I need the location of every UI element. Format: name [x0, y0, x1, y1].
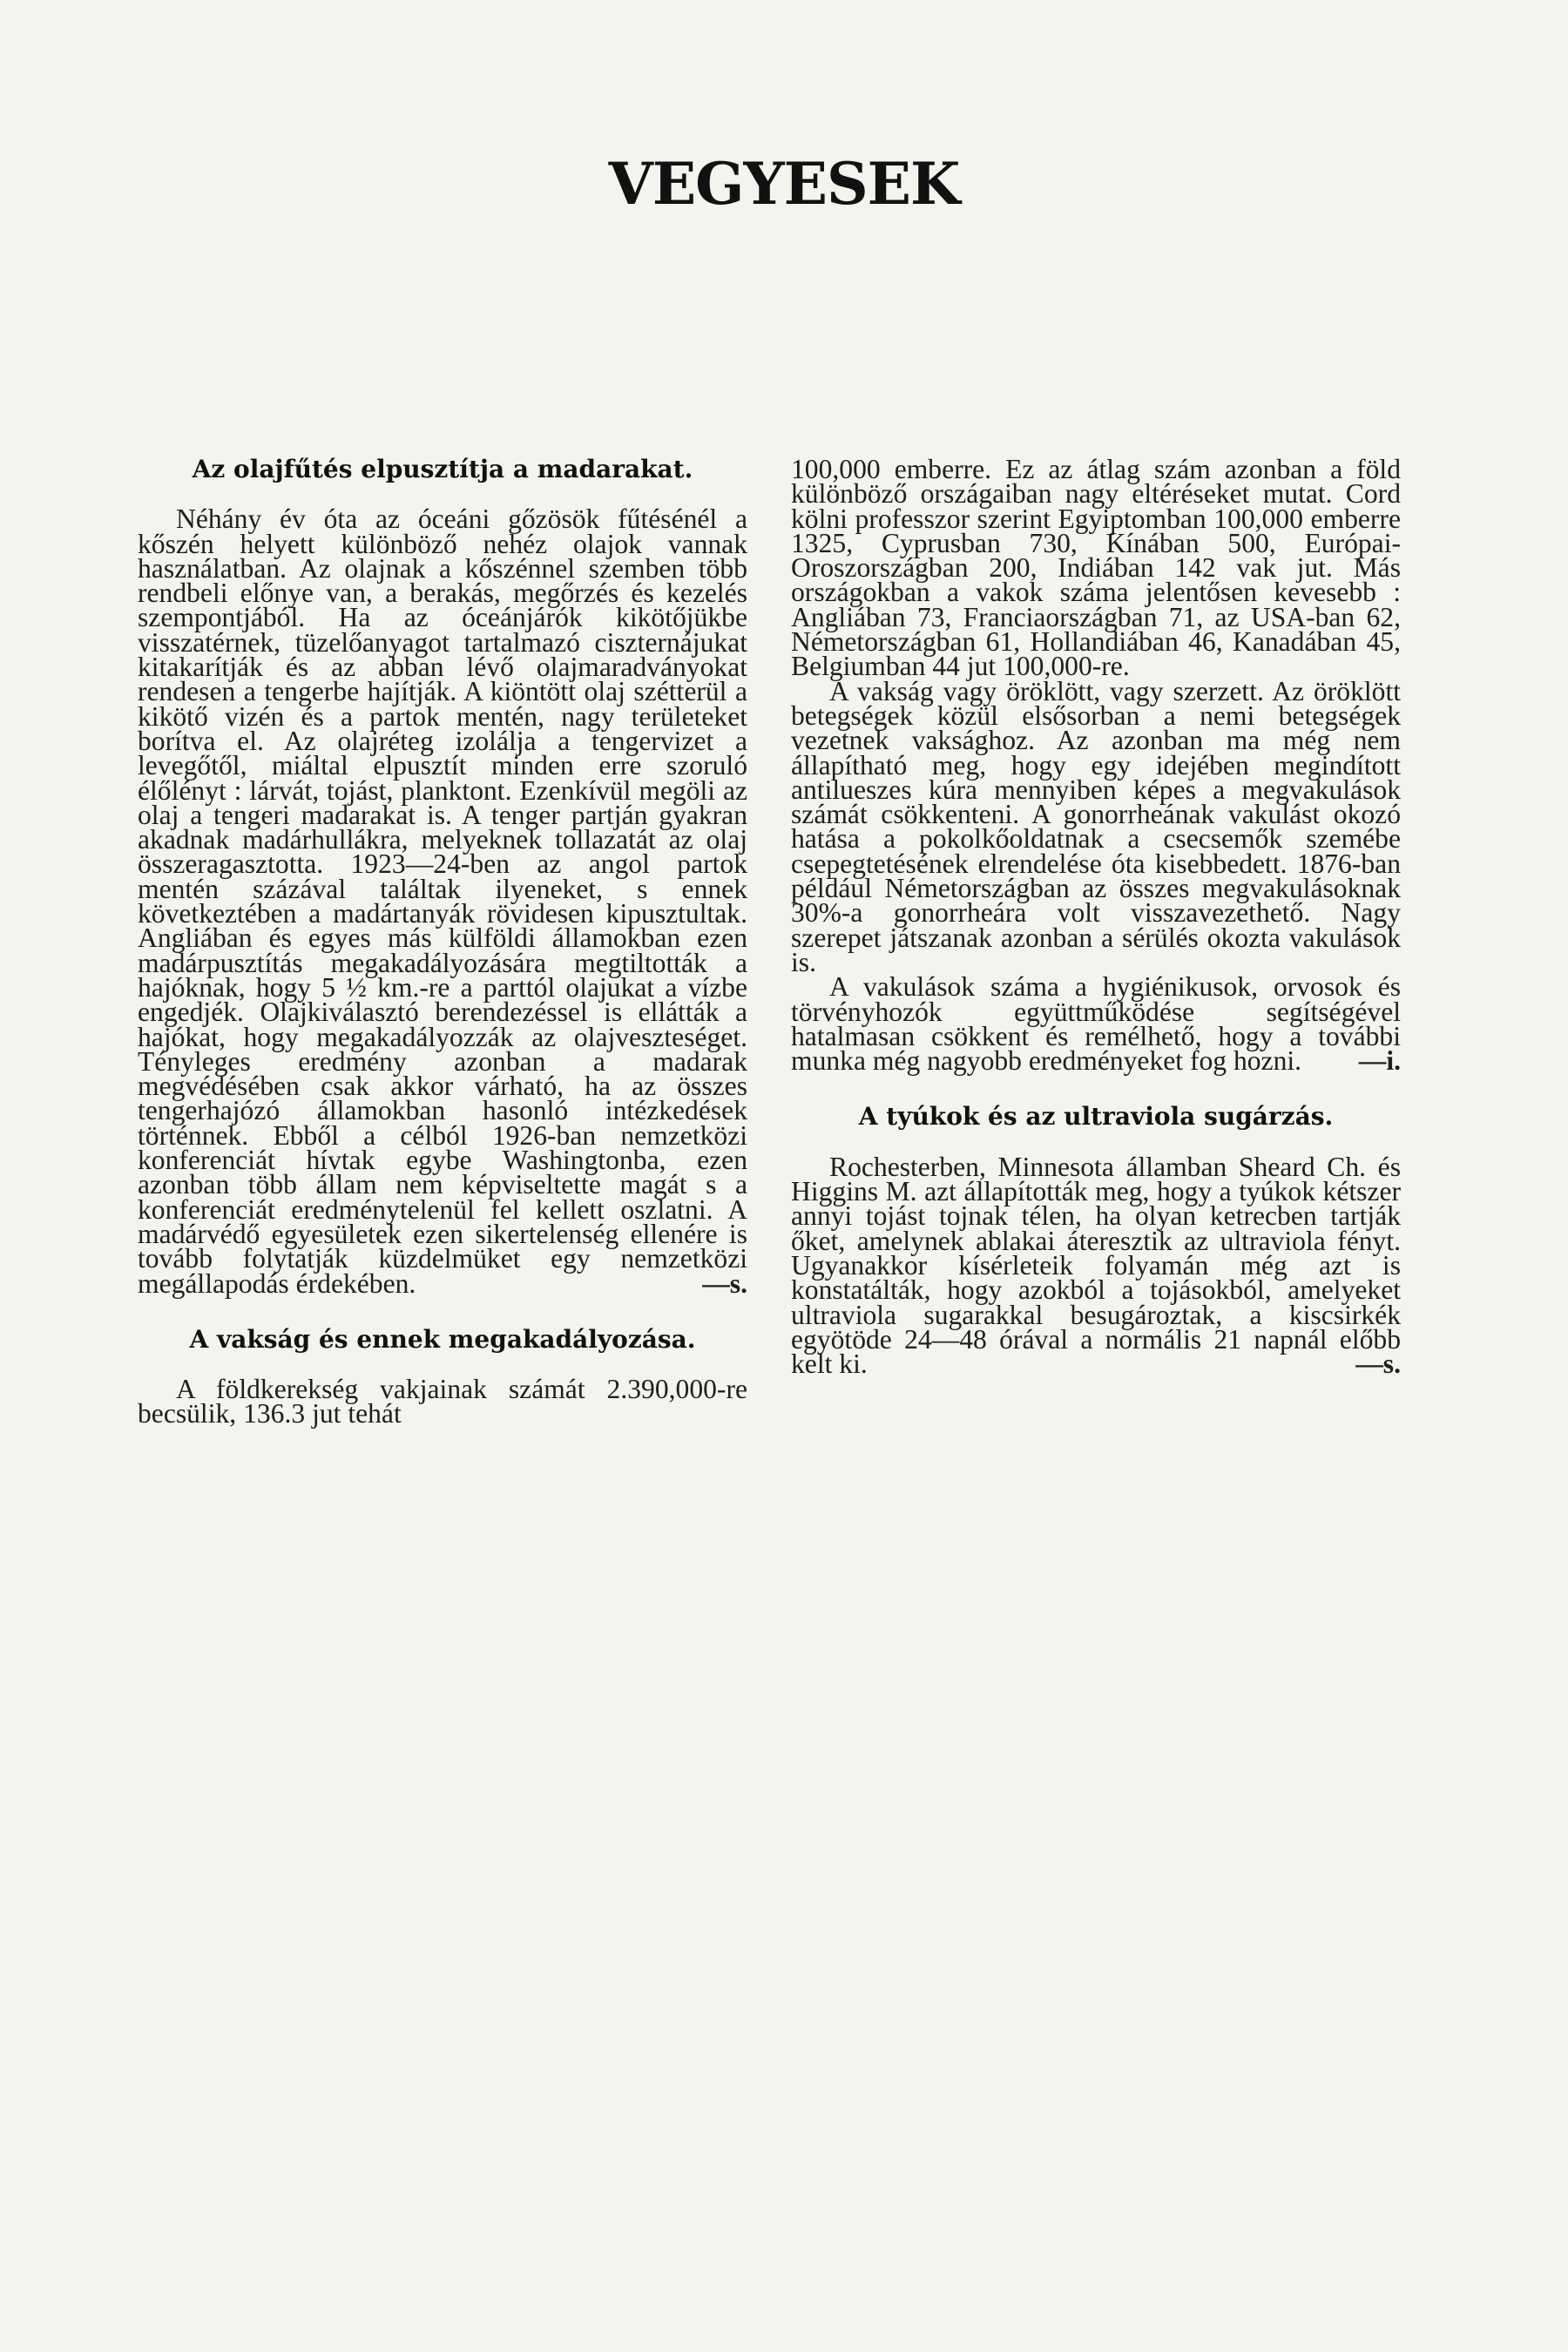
- article-blindness-causes: A vakság vagy öröklött, vagy szerzett. Az öröklött betegségek közül elsősorban a nemi betegségek vezetnek vaksághoz. Az azonban ma még nem állapítható meg, hogy egy idejében megindított antilueszes kúra mennyiben képes a megvakulások számát csökkenteni. A gonorrheának vakulást okozó hatása a pokolkőoldatnak a csecsemők szemébe csepegtetésének elrendelése óta kisebbedett. 1876-ban például Németországban az összes megvakulásoknak 30%-a gonorrheára volt visszavezethető. Nagy szerepet játszanak azonban a sérülés okozta vakulások is.: [791, 675, 1401, 977]
- article-hens-signature: —s.: [1355, 1348, 1401, 1380]
- article-hens-heading: A tyúkok és az ultraviola sugárzás.: [858, 1102, 1334, 1132]
- article-oil-body: [138, 504, 747, 1299]
- article-blindness-heading: A vakság és ennek megakadályozása.: [189, 1324, 696, 1354]
- article-blindness-signature: —i.: [1358, 1045, 1401, 1077]
- left-column: [138, 457, 747, 1427]
- article-oil-heading: Az olajfűtés elpusztítja a madarakat.: [192, 455, 693, 483]
- article-blindness-conclusion: [791, 971, 1401, 1077]
- page-title: VEGYESEK: [608, 150, 960, 218]
- article-oil-text: Néhány év óta az óceáni gőzösök fűtésénél a kőszén helyett különböző nehéz olajok vannak használatban. Az olajnak a kőszénnel szemben több rendbeli előnye van, a berakás, megőrzés és kezelés szempontjából. Ha az óceánjárók kikötőjükbe visszatérnek, tüzelőanyagot tartalmazó ciszternájukat kitakarítják és az abban lévő olajmaradványokat rendesen a tengerbe hajítják. A kiöntött olaj szétterül a kikötő vizén és a partok mentén, nagy területeket borítva el. Az olajréteg izolálja a tengervizet a levegőtől, miáltal elpusztít minden erre szoruló élőlényt : lárvát, tojást, planktont. Ezenkívül megöli az olaj a tengeri madarakat is. A tenger partján gyakran akadnak madárhullákra, melyeknek tollazatát az olaj összeragasztotta. 1923—24-ben az angol partok mentén százával találtak ilyeneket, s ennek következtében a madártanyák rövidesen kipusztultak. Angliában és egyes más külföldi államokban ezen madárpusztítás megakadályozására megtiltották a hajóknak, hogy 5 ½ km.-re a parttól olajukat a vízbe engedjék. Olajkiválasztó berendezéssel is ellátták a hajókat, hogy megakadályozzák az olajveszteséget. Tényleges eredmény azonban a madarak megvédésében csak akkor várható, ha az összes tengerhajózó államokban hasonló intézkedések történnek. Ebből a célból 1926-ban nemzetközi konferenciát hívtak egybe Washingtonba, ezen azonban több állam nem képviseltette magát s a konferenciát eredménytelenül fel kellett oszlatni. A madárvédő egyesületek ezen sikertelenség ellenére is tovább folytatják küzdelmüket egy nemzetközi megállapodás érdekében.: [138, 504, 747, 1299]
- article-blindness-conclusion-text: A vakulások száma a hygiénikusok, orvosok és törvényhozók együttműködése segítségével hatalmasan csökkent és remélhető, hogy a további munka még nagyobb eredményeket fog hozni.: [791, 971, 1401, 1077]
- article-hens-body: [791, 1151, 1401, 1380]
- article-oil-signature: —s.: [702, 1267, 747, 1299]
- right-column: [791, 454, 1401, 1380]
- article-blindness-intro: A földkerekség vakjainak számát 2.390,000-re becsülik, 136.3 jut tehát: [138, 1374, 747, 1429]
- article-hens-text: Rochesterben, Minnesota államban Sheard Ch. és Higgins M. azt állapították meg, hogy a tyúkok kétszer annyi tojást tojnak télen, ha olyan ketrecben tartják őket, amelynek ablakai áteresztik az ultraviola fényt. Ugyanakkor kísérleteik folyamán még azt is konstatálták, hogy azokból a tojásokból, amelyeket ultraviola sugarakkal besugároztak, a kiscsirkék egyötöde 24—48 órával a normális 21 napnál előbb kelt ki.: [791, 1151, 1401, 1380]
- article-blindness-statistics: 100,000 emberre. Ez az átlag szám azonban a föld különböző országaiban nagy eltéréseket mutat. Cord kölni professzor szerint Egyiptomban 100,000 emberre 1325, Cyprusban 730, Kínában 500, Európai-Oroszországban 200, Indiában 142 vak jut. Más országokban a vakok száma jelentősen kevesebb : Angliában 73, Franciaországban 71, az USA-ban 62, Németországban 61, Hollandiában 46, Kanadában 45, Belgiumban 44 jut 100,000-re.: [791, 454, 1401, 682]
